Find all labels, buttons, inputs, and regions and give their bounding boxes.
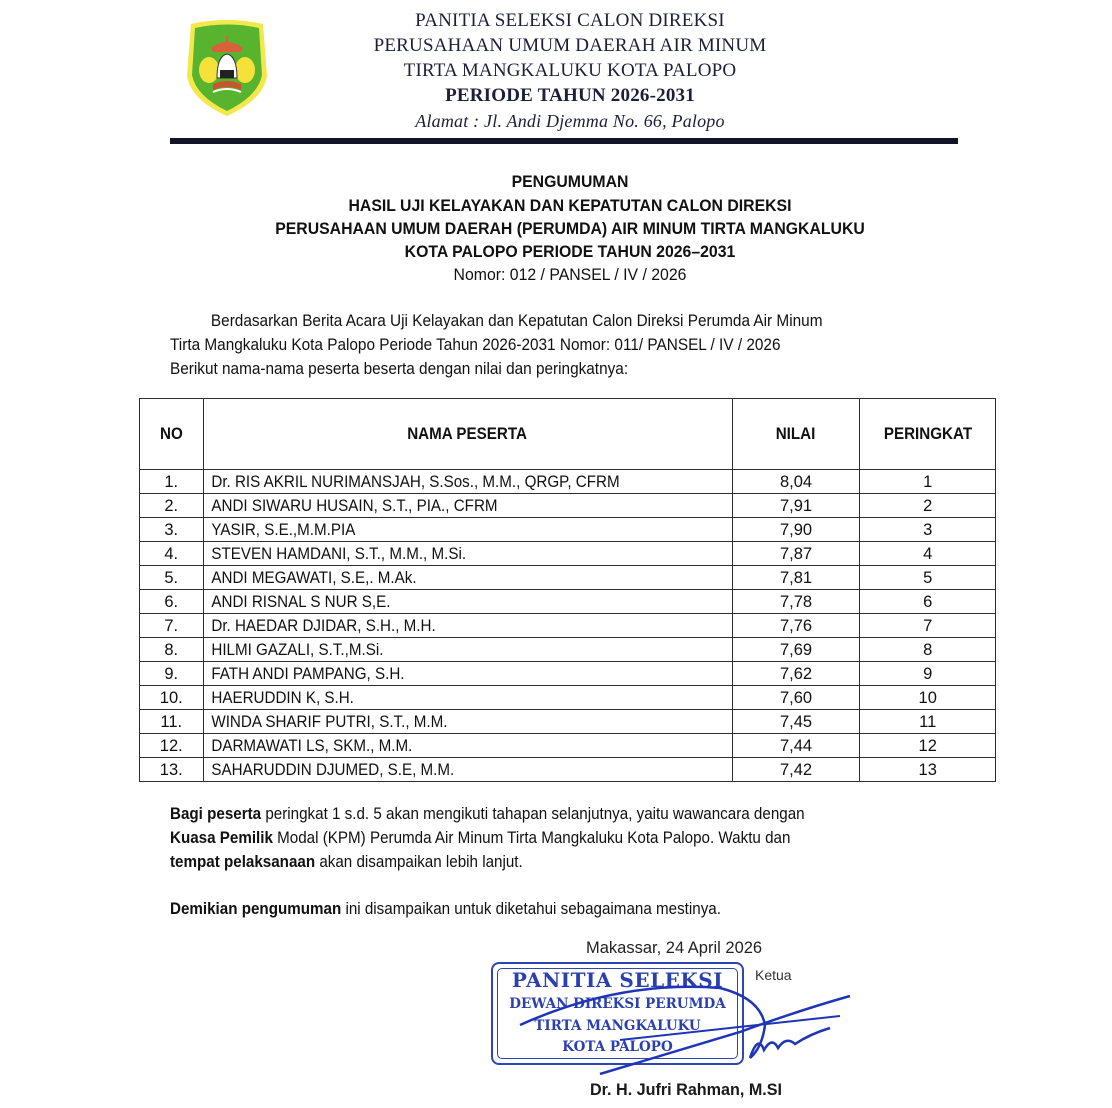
participant-name: SAHARUDDIN DJUMED, S.E, M.M. — [203, 758, 732, 782]
table-row — [140, 662, 996, 686]
participant-score: 7,60 — [732, 686, 860, 710]
table-row — [140, 566, 996, 590]
participant-rank: 8 — [860, 638, 996, 662]
participant-rank: 3 — [860, 518, 996, 542]
next-steps-line-2: Kuasa Pemilik Modal (KPM) Perumda Air Minum Tirta Mangkaluku Kota Palopo. Waktu dan — [170, 829, 791, 847]
closing-paragraph: Demikian pengumuman ini disampaikan untuk diketahui sebagaimana mestinya. — [170, 900, 721, 918]
table-row — [140, 758, 996, 782]
row-number: 13. — [140, 758, 204, 782]
next-steps-line-1: Bagi peserta peringkat 1 s.d. 5 akan mengikuti tahapan selanjutnya, yaitu wawancara dengan — [170, 805, 805, 823]
intro-line-2: Tirta Mangkaluku Kota Palopo Periode Tahun 2026-2031 Nomor: 011/ PANSEL / IV / 2026 — [170, 336, 781, 354]
header-name: NAMA PESERTA — [203, 399, 732, 470]
table-row — [140, 494, 996, 518]
header-score: NILAI — [732, 399, 860, 470]
intro-line-3: Berikut nama-nama peserta beserta dengan nilai dan peringkatnya: — [170, 360, 629, 378]
table-header-row — [140, 399, 996, 470]
intro-line-1: Berdasarkan Berita Acara Uji Kelayakan dan Kepatutan Calon Direksi Perumda Air Minum — [210, 312, 823, 330]
participant-rank: 10 — [860, 686, 996, 710]
participant-name: Dr. HAEDAR DJIDAR, S.H., M.H. — [203, 614, 732, 638]
letterhead-committee-name: PANITIA SELEKSI CALON DIREKSI — [415, 10, 725, 31]
intro-paragraph — [170, 309, 960, 381]
participant-name: ANDI SIWARU HUSAIN, S.T., PIA., CFRM — [203, 494, 732, 518]
letterhead-company-city: TIRTA MANGKALUKU KOTA PALOPO — [403, 60, 737, 81]
participant-score: 7,91 — [732, 494, 860, 518]
row-number: 6. — [140, 590, 204, 614]
participant-name: WINDA SHARIF PUTRI, S.T., M.M. — [203, 710, 732, 734]
row-number: 3. — [140, 518, 204, 542]
participant-rank: 2 — [860, 494, 996, 518]
letterhead-period: PERIODE TAHUN 2026-2031 — [445, 85, 695, 106]
participant-name: HILMI GAZALI, S.T.,M.Si. — [203, 638, 732, 662]
handwritten-signature — [500, 970, 880, 1075]
table-row — [140, 638, 996, 662]
table-row — [140, 590, 996, 614]
table-row — [140, 542, 996, 566]
stamp-line-4: KOTA PALOPO — [562, 1039, 673, 1055]
announcement-number: Nomor: 012 / PANSEL / IV / 2026 — [453, 265, 687, 284]
participant-name: STEVEN HAMDANI, S.T., M.M., M.Si. — [203, 542, 732, 566]
participant-score: 7,78 — [732, 590, 860, 614]
results-table — [139, 398, 996, 782]
participant-rank: 9 — [860, 662, 996, 686]
signer-role: Ketua — [755, 967, 792, 983]
announcement-title-line-1: HASIL UJI KELAYAKAN DAN KEPATUTAN CALON DIREKSI — [348, 196, 792, 215]
participant-score: 8,04 — [732, 470, 860, 494]
announcement-title-line-2: PERUSAHAAN UMUM DAERAH (PERUMDA) AIR MINUM TIRTA MANGKALUKU — [275, 219, 865, 238]
participant-name: FATH ANDI PAMPANG, S.H. — [203, 662, 732, 686]
next-steps-paragraph — [170, 802, 970, 874]
stamp-line-3: TIRTA MANGKALUKU — [534, 1018, 701, 1034]
table-row — [140, 470, 996, 494]
participant-rank: 6 — [860, 590, 996, 614]
participant-score: 7,87 — [732, 542, 860, 566]
participant-rank: 12 — [860, 734, 996, 758]
participant-name: ANDI RISNAL S NUR S,E. — [203, 590, 732, 614]
signer-name: Dr. H. Jufri Rahman, M.SI — [590, 1080, 783, 1099]
participant-score: 7,81 — [732, 566, 860, 590]
announcement-heading: PENGUMUMAN — [511, 172, 629, 191]
table-row — [140, 518, 996, 542]
header-rank: PERINGKAT — [860, 399, 996, 470]
header-no: NO — [140, 399, 204, 470]
table-row — [140, 734, 996, 758]
row-number: 10. — [140, 686, 204, 710]
letterhead-divider — [170, 138, 958, 144]
participant-name: DARMAWATI LS, SKM., M.M. — [203, 734, 732, 758]
next-steps-line-3: tempat pelaksanaan akan disampaikan lebih lanjut. — [170, 853, 523, 871]
participant-score: 7,45 — [732, 710, 860, 734]
row-number: 12. — [140, 734, 204, 758]
participant-rank: 4 — [860, 542, 996, 566]
row-number: 11. — [140, 710, 204, 734]
participant-score: 7,62 — [732, 662, 860, 686]
participant-rank: 1 — [860, 470, 996, 494]
participant-score: 7,44 — [732, 734, 860, 758]
participant-score: 7,90 — [732, 518, 860, 542]
participant-score: 7,42 — [732, 758, 860, 782]
participant-rank: 7 — [860, 614, 996, 638]
letterhead-address: Alamat : Jl. Andi Djemma No. 66, Palopo — [415, 111, 725, 131]
stamp-line-2: DEWAN DIREKSI PERUMDA — [509, 996, 726, 1012]
letterhead-company-name: PERUSAHAAN UMUM DAERAH AIR MINUM — [373, 35, 767, 56]
participant-rank: 13 — [860, 758, 996, 782]
table-row — [140, 614, 996, 638]
participant-score: 7,69 — [732, 638, 860, 662]
table-row — [140, 686, 996, 710]
row-number: 8. — [140, 638, 204, 662]
row-number: 5. — [140, 566, 204, 590]
row-number: 2. — [140, 494, 204, 518]
participant-score: 7,76 — [732, 614, 860, 638]
participant-name: YASIR, S.E.,M.M.PIA — [203, 518, 732, 542]
table-row — [140, 710, 996, 734]
row-number: 1. — [140, 470, 204, 494]
row-number: 4. — [140, 542, 204, 566]
place-and-date: Makassar, 24 April 2026 — [586, 939, 763, 957]
row-number: 7. — [140, 614, 204, 638]
row-number: 9. — [140, 662, 204, 686]
stamp-line-1: PANITIA SELEKSI — [511, 968, 724, 992]
announcement-title-line-3: KOTA PALOPO PERIODE TAHUN 2026–2031 — [404, 242, 736, 261]
participant-rank: 5 — [860, 566, 996, 590]
participant-name: ANDI MEGAWATI, S.E,. M.Ak. — [203, 566, 732, 590]
participant-name: HAERUDDIN K, S.H. — [203, 686, 732, 710]
participant-name: Dr. RIS AKRIL NURIMANSJAH, S.Sos., M.M., QRGP, CFRM — [203, 470, 732, 494]
participant-rank: 11 — [860, 710, 996, 734]
